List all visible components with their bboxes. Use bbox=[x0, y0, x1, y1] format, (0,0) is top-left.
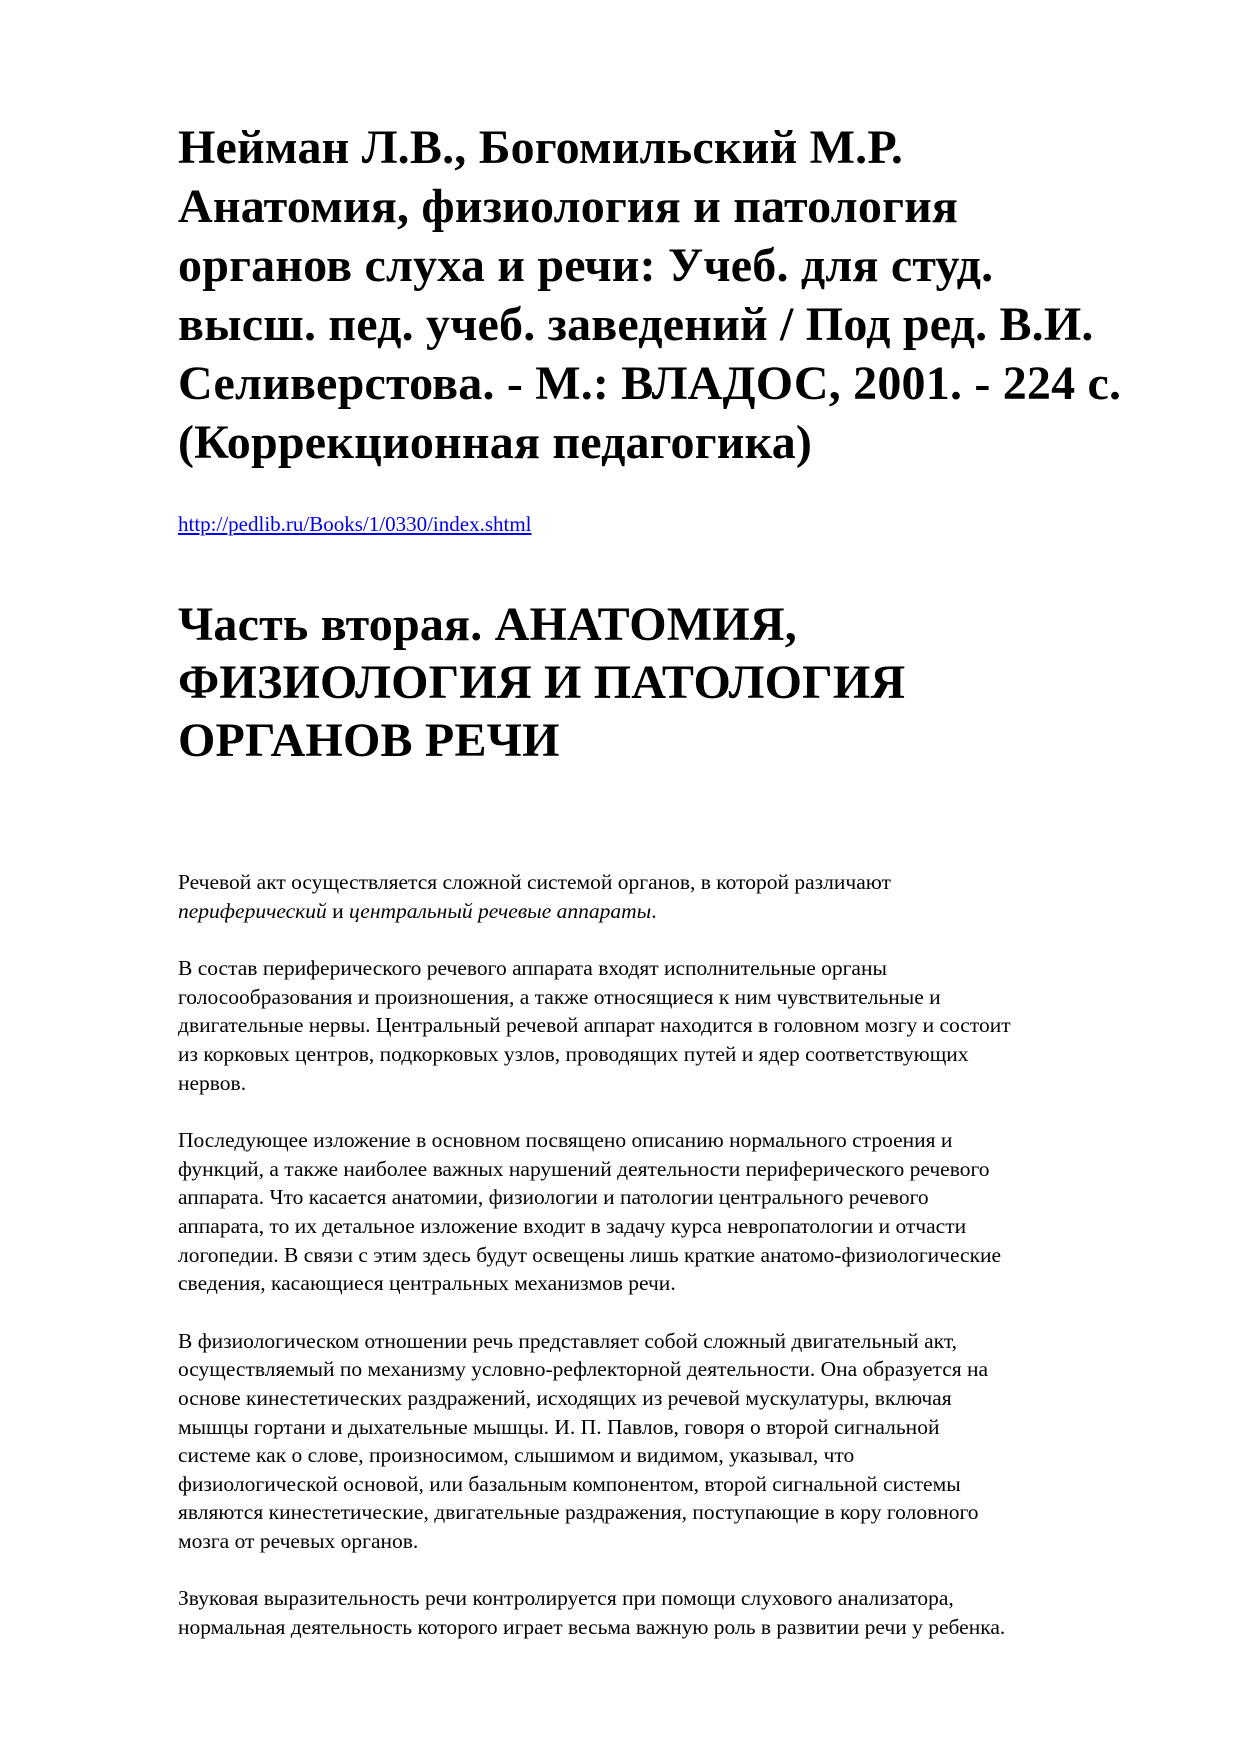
paragraph-5 bbox=[178, 1584, 1178, 1641]
paragraph-2 bbox=[178, 954, 1178, 1097]
title-line: органов слуха и речи: Учеб. для студ. bbox=[178, 239, 994, 292]
title-line: Нейман Л.В., Богомильский М.Р. bbox=[178, 121, 904, 174]
heading-line: ОРГАНОВ РЕЧИ bbox=[178, 714, 560, 767]
paragraph-line: В состав периферического речевого аппарата входят исполнительные органы bbox=[178, 956, 887, 981]
body-text bbox=[178, 868, 1178, 1642]
connector-text: и bbox=[326, 898, 349, 923]
paragraph-line: аппарата, то их детальное изложение входит в задачу курса невропатологии и отчасти bbox=[178, 1213, 967, 1238]
paragraph-line: нервов. bbox=[178, 1070, 247, 1095]
paragraph-line: голосообразования и произношения, а также относящиеся к ним чувствительные и bbox=[178, 984, 941, 1009]
paragraph-line: логопедии. В связи с этим здесь будут освещены лишь краткие анатомо-физиологические bbox=[178, 1242, 1002, 1267]
heading-line: ФИЗИОЛОГИЯ И ПАТОЛОГИЯ bbox=[178, 656, 906, 709]
title-line: (Коррекционная педагогика) bbox=[178, 416, 813, 469]
emphasis-peripheral: периферический bbox=[178, 898, 327, 923]
part-heading bbox=[178, 596, 1178, 770]
paragraph-line: мозга от речевых органов. bbox=[178, 1528, 419, 1553]
paragraph-line: физиологической основой, или базальным компонентом, второй сигнальной системы bbox=[178, 1471, 961, 1496]
paragraph-line: из корковых центров, подкорковых узлов, проводящих путей и ядер соответствующих bbox=[178, 1041, 969, 1066]
paragraph-line bbox=[178, 897, 1178, 926]
emphasis-central-apparatus: центральный речевые аппараты bbox=[348, 898, 652, 923]
paragraph-3 bbox=[178, 1126, 1178, 1298]
title-line: Анатомия, физиология и патология bbox=[178, 180, 959, 233]
paragraph-line: являются кинестетические, двигательные раздражения, поступающие в кору головного bbox=[178, 1500, 979, 1525]
sentence-end: . bbox=[651, 898, 657, 923]
paragraph-line: Речевой акт осуществляется сложной системой органов, в которой различают bbox=[178, 870, 891, 894]
paragraph-line: двигательные нервы. Центральный речевой аппарат находится в головном мозгу и состоит bbox=[178, 1013, 1011, 1038]
paragraph-line: аппарата. Что касается анатомии, физиологии и патологии центрального речевого bbox=[178, 1185, 929, 1210]
paragraph-line: функций, а также наиболее важных нарушений деятельности периферического речевого bbox=[178, 1156, 990, 1181]
document-page bbox=[178, 118, 1178, 1671]
paragraph-line: нормальная деятельность которого играет весьма важную роль в развитии речи у ребенка. bbox=[178, 1615, 1006, 1640]
paragraph-line: мышцы гортани и дыхательные мышцы. И. П. Павлов, говоря о второй сигнальной bbox=[178, 1414, 940, 1439]
paragraph-4 bbox=[178, 1327, 1178, 1556]
title-line: Селиверстова. - М.: ВЛАДОС, 2001. - 224 с. bbox=[178, 357, 1122, 410]
paragraph-1 bbox=[178, 868, 1178, 925]
paragraph-line: Последующее изложение в основном посвящено описанию нормального строения и bbox=[178, 1128, 953, 1153]
heading-line: Часть вторая. АНАТОМИЯ, bbox=[178, 598, 797, 651]
source-link[interactable]: http://pedlib.ru/Books/1/0330/index.shtml bbox=[178, 512, 532, 536]
paragraph-line: Звуковая выразительность речи контролируется при помощи слухового анализатора, bbox=[178, 1586, 954, 1611]
book-citation-title bbox=[178, 118, 1178, 472]
paragraph-line: системе как о слове, произносимом, слышимом и видимом, указывал, что bbox=[178, 1443, 855, 1468]
paragraph-line: осуществляемый по механизму условно-рефлекторной деятельности. Она образуется на bbox=[178, 1357, 989, 1382]
paragraph-line: сведения, касающиеся центральных механизмов речи. bbox=[178, 1271, 676, 1296]
paragraph-line: основе кинестетических раздражений, исходящих из речевой мускулатуры, включая bbox=[178, 1385, 952, 1410]
title-line: высш. пед. учеб. заведений / Под ред. В.И. bbox=[178, 298, 1094, 351]
paragraph-line: В физиологическом отношении речь представляет собой сложный двигательный акт, bbox=[178, 1328, 957, 1353]
